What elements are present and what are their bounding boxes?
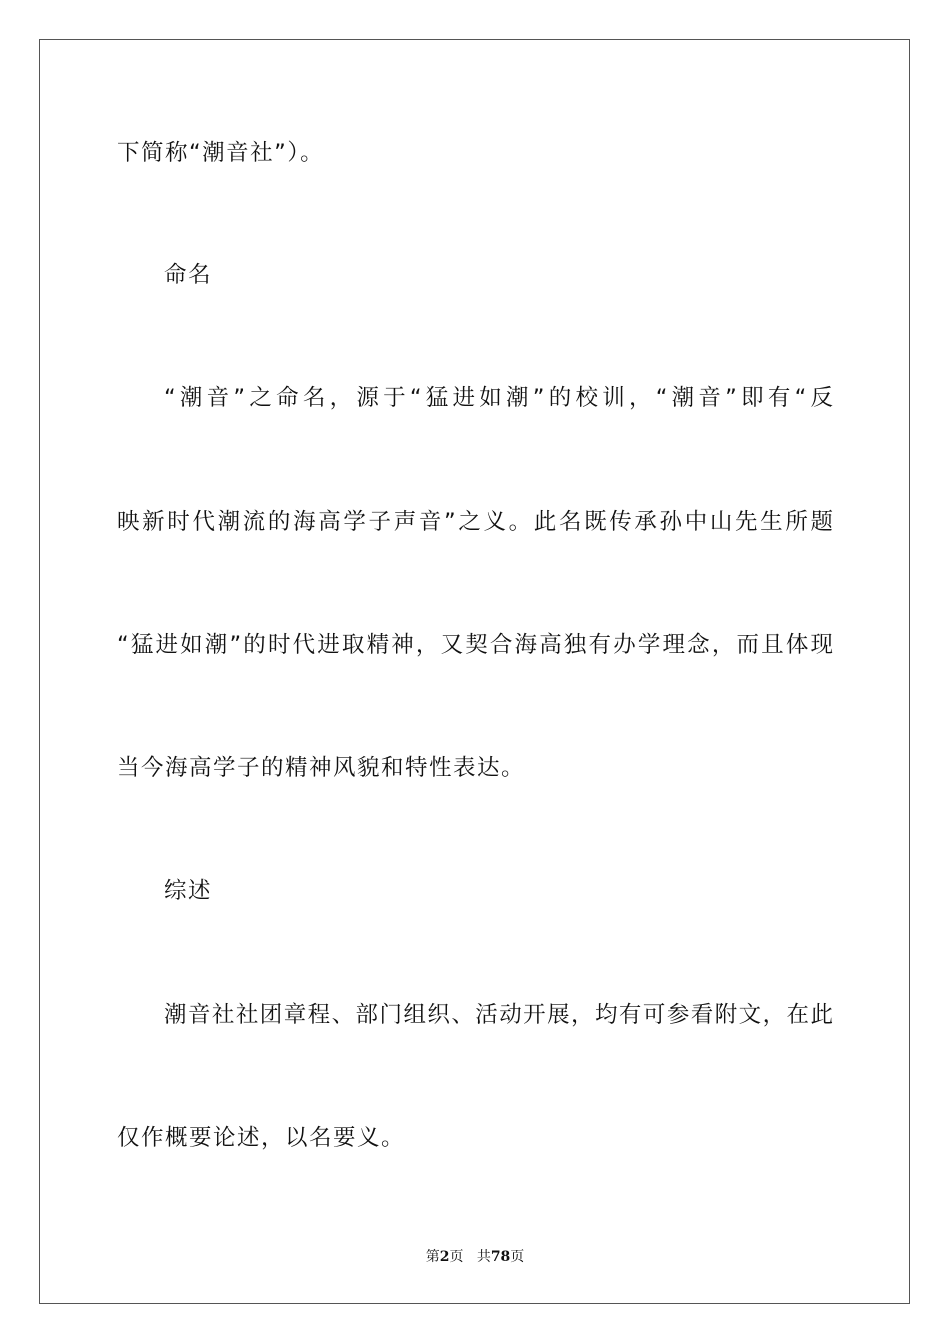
total-prefix: 共 [476,1249,491,1265]
total-pages: 78 [490,1249,511,1265]
page-number: 2 [439,1249,450,1265]
paragraph-overview-line-2: 仅作概要论述，以名要义。 [117,1125,406,1151]
page-suffix: 页 [449,1249,464,1265]
page-border [39,39,910,1304]
paragraph-naming-line-3: “猛进如潮”的时代进取精神，又契合海高独有办学理念，而且体现 [117,632,833,658]
paragraph-naming-line-4: 当今海高学子的精神风貌和特性表达。 [117,755,526,781]
section-heading-overview: 综述 [164,878,213,904]
paragraph-naming-line-1: “潮音”之命名，源于“猛进如潮”的校训，“潮音”即有“反 [164,385,833,411]
page-footer [0,1247,950,1267]
section-heading-naming: 命名 [164,262,213,288]
page-prefix: 第 [425,1249,440,1265]
text-line-continuation: 下简称“潮音社”）。 [117,140,325,166]
total-suffix: 页 [510,1249,525,1265]
paragraph-overview-line-1: 潮音社社团章程、部门组织、活动开展，均有可参看附文，在此 [164,1002,833,1028]
paragraph-naming-line-2: 映新时代潮流的海高学子声音”之义。此名既传承孙中山先生所题 [117,509,833,535]
